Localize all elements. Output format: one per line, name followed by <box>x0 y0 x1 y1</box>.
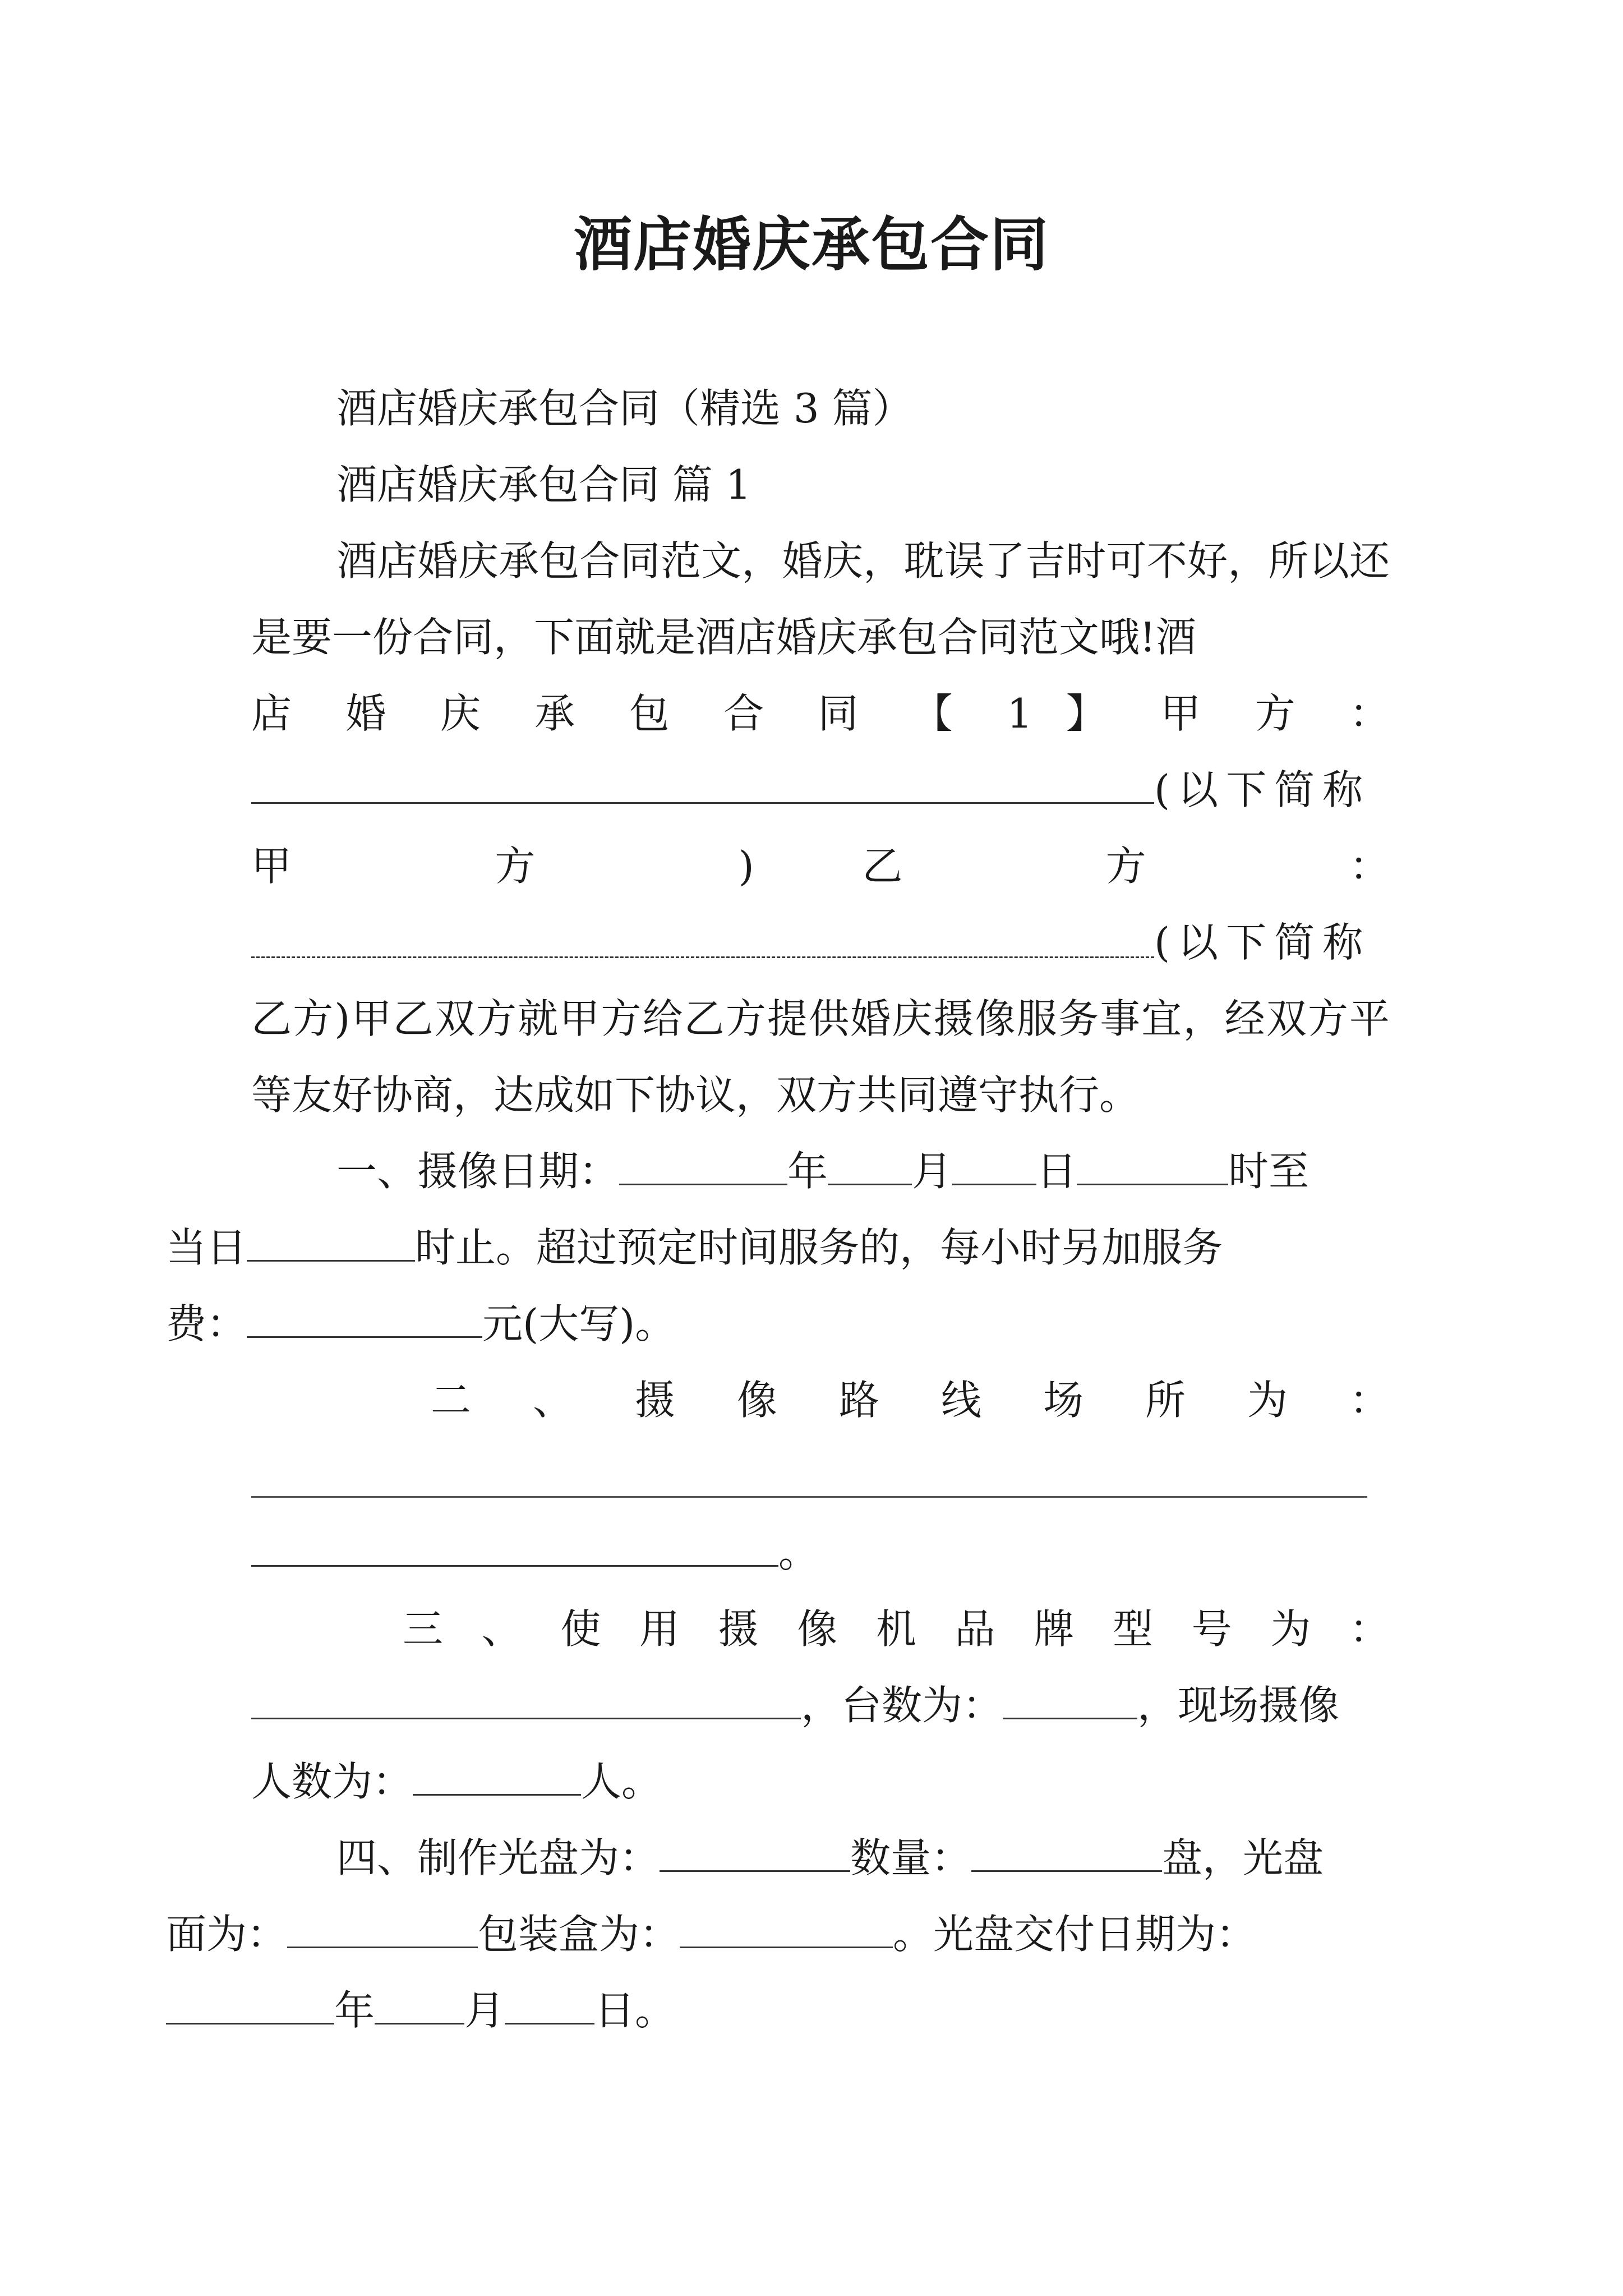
clause-2 <box>251 1362 1390 1438</box>
party-a-suffix: (以下简称 <box>1154 766 1371 813</box>
document-body <box>166 370 1390 2049</box>
clause-1-fee: 费： <box>166 1300 247 1347</box>
clause-1-label: 一、摄像日期： <box>336 1148 620 1195</box>
clause-4 <box>166 1820 1390 2049</box>
clause-4-label: 四、制作光盘为： <box>336 1834 660 1881</box>
party-b-line <box>251 904 1390 981</box>
clause-3-count: ，台数为： <box>801 1682 1003 1729</box>
clause-4-delivery: 。光盘交付日期为： <box>893 1911 1257 1958</box>
clause-3-onsite: ，现场摄像 <box>1137 1682 1340 1729</box>
clause-4-day-blank[interactable] <box>505 1982 594 2024</box>
subtitle: 酒店婚庆承包合同（精选 3 篇） <box>336 385 913 432</box>
clause-2-label: 二 、 摄 像 路 线 场 所 为 ： <box>431 1377 1390 1424</box>
party-b-heading <box>251 828 1390 904</box>
clause-4-box: 包装盒为： <box>478 1911 680 1958</box>
party-a-blank[interactable] <box>251 762 1154 804</box>
clause-3-line-3 <box>251 1743 1390 1820</box>
clause-3-people-unit: 人。 <box>581 1758 662 1805</box>
clause-1-year: 年 <box>787 1148 828 1195</box>
clause-1-hour-to: 时至 <box>1228 1148 1310 1195</box>
clause-4-day: 日。 <box>594 1987 676 2034</box>
clause-4-disc-blank[interactable] <box>660 1830 850 1872</box>
clause-3-line-2 <box>251 1667 1390 1743</box>
clause-1-end-hour-blank[interactable] <box>247 1220 415 1262</box>
clause-1-fee-unit: 元(大写)。 <box>482 1300 676 1347</box>
intro-text: 酒店婚庆承包合同范文，婚庆，耽误了吉时可不好，所以还是要一份合同，下面就是酒店婚庆承包合同范文哦!酒 <box>251 537 1390 661</box>
clause-4-year-blank[interactable] <box>166 1982 334 2024</box>
clause-1-hour-blank[interactable] <box>1077 1143 1228 1185</box>
clause-4-face: 面为： <box>166 1911 288 1958</box>
section-heading: 酒店婚庆承包合同 篇 1 <box>336 461 751 508</box>
clause-2-end: 。 <box>778 1529 819 1576</box>
party-a-line <box>251 752 1390 828</box>
party-a-heading <box>251 675 1390 752</box>
clause-2-blank-row-1 <box>251 1438 1390 1515</box>
clause-4-qty-blank[interactable] <box>971 1830 1162 1872</box>
clause-3-people: 人数为： <box>251 1758 413 1805</box>
clause-2-blank-2[interactable] <box>251 1525 778 1567</box>
clause-3-label: 三 、 使 用 摄 像 机 品 牌 型 号 为 ： <box>403 1605 1390 1653</box>
clause-1 <box>166 1133 1390 1362</box>
clause-1-day-blank[interactable] <box>952 1143 1036 1185</box>
clause-3 <box>251 1591 1390 1667</box>
document-title: 酒店婚庆承包合同 <box>573 210 1049 279</box>
party-b-suffix: (以下简称 <box>1154 919 1371 966</box>
party-b-blank[interactable] <box>251 934 1154 958</box>
clause-3-count-blank[interactable] <box>1003 1677 1137 1719</box>
party-a-label: 店 婚 庆 承 包 合 同 【 1 】 甲 方 ： <box>251 690 1390 737</box>
clause-1-year-blank[interactable] <box>619 1143 787 1185</box>
intro-paragraph <box>251 523 1390 675</box>
clause-4-qty-unit: 盘，光盘 <box>1162 1834 1324 1881</box>
clause-1-hour-end: 时止。超过预定时间服务的，每小时另加服务 <box>415 1224 1223 1271</box>
clause-1-fee-blank[interactable] <box>247 1296 482 1338</box>
clause-1-same-day: 当日 <box>166 1224 247 1271</box>
clause-1-day: 日 <box>1036 1148 1077 1195</box>
clause-1-month: 月 <box>912 1148 953 1195</box>
clause-3-people-blank[interactable] <box>413 1754 581 1796</box>
agreement-text: 乙方)甲乙双方就甲方给乙方提供婚庆摄像服务事宜，经双方平等友好协商，达成如下协议，双方共同遵守执行。 <box>251 995 1390 1119</box>
clause-4-month-blank[interactable] <box>375 1982 464 2024</box>
clause-4-face-blank[interactable] <box>287 1906 478 1948</box>
clause-1-month-blank[interactable] <box>828 1143 912 1185</box>
agreement-paragraph <box>251 981 1390 1133</box>
party-b-label: 甲 方 ) 乙 方 ： <box>251 843 1390 890</box>
clause-2-blank-1[interactable] <box>251 1496 1367 1498</box>
clause-4-month: 月 <box>464 1987 505 2034</box>
clause-2-end-line <box>251 1515 1390 1591</box>
clause-4-box-blank[interactable] <box>680 1906 893 1948</box>
clause-4-qty: 数量： <box>850 1834 972 1881</box>
clause-4-year: 年 <box>334 1987 375 2034</box>
clause-3-model-blank[interactable] <box>251 1677 801 1719</box>
